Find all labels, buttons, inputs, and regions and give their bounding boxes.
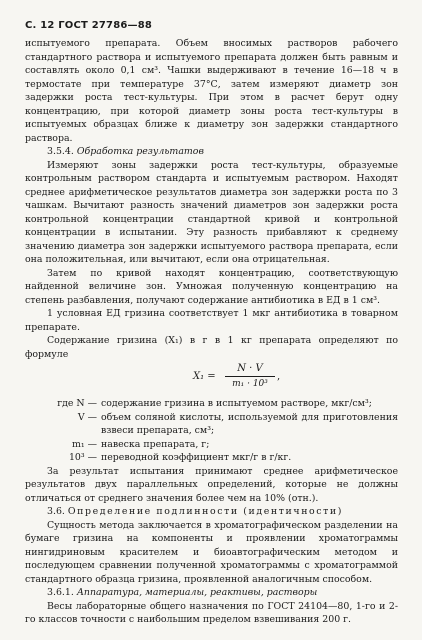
definition-text: объем соляной кислоты, используемой для приготовления взвеси препарата, см³; [101, 411, 398, 436]
paragraph: За результат испытания принимают среднее арифметическое результатов двух параллельных определений, которые не должны отличаться от среднего значения более чем на 10% (отн.). [25, 465, 398, 504]
formula-numerator: N · V [225, 363, 275, 377]
formula-lhs: X₁ = [193, 371, 216, 382]
section-title: Определение подлинности (идентичности) [67, 506, 344, 517]
definition-row [25, 397, 398, 411]
section-number: 3.6. [47, 506, 65, 517]
definition-text: содержание гризина в испытуемом растворе, мкг/см³; [101, 398, 372, 409]
paragraph: Сущность метода заключается в хроматографическом разделении на бумаге гризина на компоненты и проявлении хроматограммы нингидриновым красителем и биоавтографическим методом и последующем сравнении полученной хроматограммы с хроматограммой стандартного образца гризина, проявленной аналогичным способом. [25, 519, 398, 585]
definitions-list [25, 397, 398, 465]
paragraph: Затем по кривой находят концентрацию, соответствующую найденной величине зон. Умножая полученную концентрацию на степень разбавления, получают содержание антибиотика в ЕД в 1 см³. [25, 267, 398, 306]
section-number: 3.6.1. [47, 587, 74, 598]
section-heading-3-6-1 [25, 586, 398, 600]
definition-label: 10³ — [68, 452, 97, 463]
formula-comma: , [277, 371, 281, 382]
definition-label: m₁ — [71, 438, 97, 450]
paragraph: Содержание гризина (X₁) в г в 1 кг препарата определяют по формуле [25, 335, 398, 360]
definition-row [25, 411, 398, 438]
definition-text: навеска препарата, г; [101, 438, 210, 450]
definition-row [25, 451, 398, 465]
formula-denominator: m₁ · 10³ [232, 379, 268, 389]
section-heading-3-6 [25, 505, 398, 519]
definition-label: V — [77, 411, 97, 423]
section-title: Обработка результатов [76, 146, 204, 157]
page-header: С. 12 ГОСТ 27786—88 [25, 20, 153, 31]
paragraph: Весы лабораторные общего назначения по ГОСТ 24104—80, 1-го и 2-го классов точности с наибольшим пределом взвешивания 200 г. [25, 600, 398, 625]
definition-text: переводной коэффициент мкг/г в г/кг. [101, 452, 292, 463]
definition-label: где N — [57, 398, 97, 409]
formula-fraction [225, 363, 275, 390]
paragraph: 1 условная ЕД гризина соответствует 1 мкг антибиотика в товарном препарате. [25, 308, 398, 333]
paragraph: Измеряют зоны задержки роста тест-культуры, образуемые контрольным раствором стандарта и испытуемым раствором. Находят среднее арифметическое результатов диаметра зон задержки роста по 3 чашкам. Вычитают разность значений диаметров зон задержки роста контрольной концентрации стандартной кривой и контрольной концентрации в испытании. Эту разность прибавляют к среднему значению диаметра зон задержки испытуемого раствора препарата, если она положительная, или вычитают, если она отрицательная. [25, 159, 398, 265]
definition-row [25, 438, 398, 452]
section-heading-3-5-4 [25, 145, 398, 159]
paragraph: испытуемого препарата. Объем вносимых растворов рабочего стандартного раствора и испытуемого препарата должен быть равным и составлять около 0,1 см³. Чашки выдерживают в течение 16—18 ч в термостате при температуре 37°С, затем измеряют диаметр зон задержки роста тест-культуры. При этом в расчет берут одну концентрацию, при которой диаметр зоны роста тест-культуры в испытуемых образцах ближе к диаметру зон задержки стандартного раствора. [25, 38, 398, 144]
formula [25, 363, 398, 395]
section-number: 3.5.4. [47, 146, 74, 157]
section-title: Аппаратура, материалы, реактивы, растворы [76, 587, 318, 598]
